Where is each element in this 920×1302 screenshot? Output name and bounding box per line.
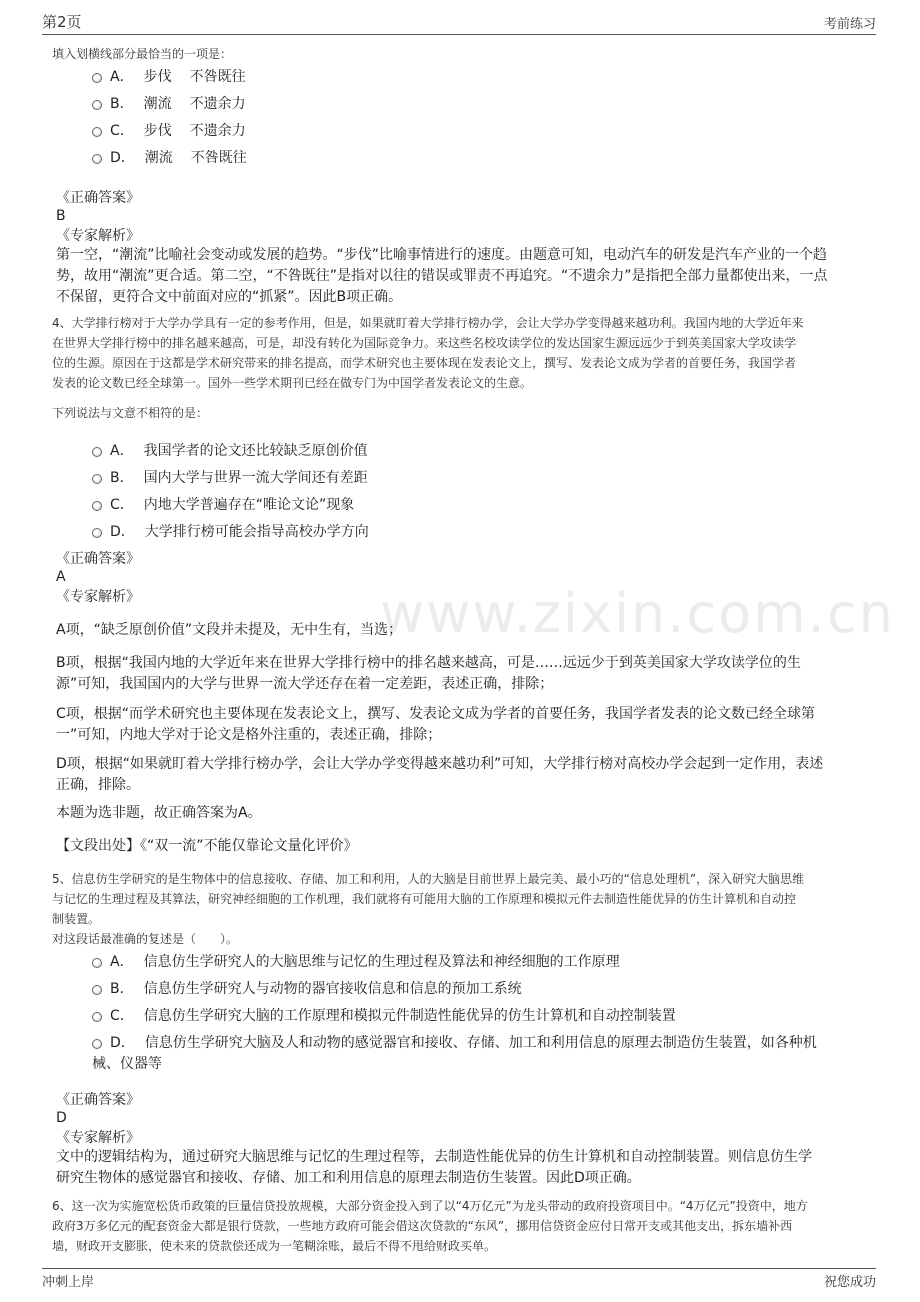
- q3-answer-label: 《正确答案》: [56, 190, 140, 206]
- radio-icon[interactable]: [92, 1012, 102, 1022]
- radio-icon[interactable]: [92, 73, 102, 83]
- q4-source: 【文段出处】《“双一流”不能仅靠论文量化评价》: [56, 838, 358, 854]
- q4-analysis-d: D项，根据“如果就盯着大学排行榜办学，会让大学办学变得越来越功利”可知，大学排行榜对高校办学会起到一定作用，表述 正确，排除。: [56, 756, 824, 793]
- q5-passage: 5、信息仿生学研究的是生物体中的信息接收、存储、加工和利用，人的大脑是目前世界上最完美、最小巧的“信息处理机”，深入研究大脑思维 与记忆的生理过程及其算法，研究神经细胞的工作机理，我们就将有可能用大脑的工作原理和模拟元件去制造性能优异的仿生计算机和自动控 制装置。 对这段话最准确的复述是（ ）。: [52, 872, 805, 946]
- header-title: 考前练习: [823, 17, 876, 32]
- radio-icon[interactable]: [92, 958, 102, 968]
- page-footer: [42, 1268, 876, 1293]
- q3-prompt: 填入划横线部分最恰当的一项是：: [52, 47, 233, 61]
- q3-option-d[interactable]: D． 潮流 不咎既往: [92, 147, 247, 167]
- radio-icon[interactable]: [92, 127, 102, 137]
- q5-analysis: 文中的逻辑结构为，通过研究大脑思维与记忆的生理过程等，去制造性能优异的仿生计算机和自动控制装置。则信息仿生学 研究生物体的感觉器官和接收、存储、加工和利用信息的原理去制造仿生装置。因此D项正确。: [56, 1149, 812, 1186]
- q4-analysis-a: A项，“缺乏原创价值”文段并未提及，无中生有，当选；: [56, 622, 403, 638]
- q5-option-d[interactable]: D． 信息仿生学研究大脑及人和动物的感觉器官和接收、存储、加工和利用信息的原理去制造仿生装置，如各种机: [92, 1032, 817, 1052]
- q4-conclusion: 本题为选非题，故正确答案为A。: [56, 805, 262, 821]
- radio-icon[interactable]: [92, 985, 102, 995]
- footer-right: 祝您成功: [823, 1275, 876, 1290]
- q4-answer-label: 《正确答案》: [56, 551, 140, 567]
- q5-option-d-continued: 械、仪器等: [92, 1056, 162, 1072]
- q5-answer-label: 《正确答案》: [56, 1092, 140, 1108]
- radio-icon[interactable]: [92, 447, 102, 457]
- radio-icon[interactable]: [92, 1039, 102, 1049]
- q4-answer: A: [56, 569, 66, 585]
- q6-passage: 6、这一次为实施宽松货币政策的巨量信贷投放规模，大部分资金投入到了以“4万亿元”为龙头带动的政府投资项目中。“4万亿元”投资中，地方 政府3万多亿元的配套资金大都是银行贷款，一些地方政府可能会借这次贷款的“东风”，挪用信贷资金应付日常开支或其他支出，拆东墙补西 墙，财政开支膨胀，使未来的贷款偿还成为一笔糊涂账，最后不得不甩给财政买单。: [52, 1199, 808, 1253]
- q4-prompt: 下列说法与文意不相符的是：: [52, 406, 209, 420]
- radio-icon[interactable]: [92, 100, 102, 110]
- q4-analysis-b: B项，根据“我国内地的大学近年来在世界大学排行榜中的排名越来越高，可是……远远少于到英美国家大学攻读学位的生 源”可知，我国国内的大学与世界一流大学还存在着一定差距，表述正确，排除；: [56, 655, 801, 692]
- q4-option-c[interactable]: C． 内地大学普遍存在“唯论文论”现象: [92, 494, 354, 514]
- q3-analysis: 第一空，“潮流”比喻社会变动或发展的趋势。“步伐”比喻事情进行的速度。由题意可知，电动汽车的研发是汽车产业的一个趋 势，故用“潮流”更合适。第二空，“不咎既往”是指对以往的错误或罪责不再追究。“不遗余力”是指把全部力量都使出来，一点 不保留，更符合文中前面对应的“抓紧”。因此B项正确。: [56, 247, 828, 305]
- radio-icon[interactable]: [92, 501, 102, 511]
- q4-passage: 4、大学排行榜对于大学办学具有一定的参考作用，但是，如果就盯着大学排行榜办学，会让大学办学变得越来越功利。我国内地的大学近年来 在世界大学排行榜中的排名越来越高，可是，却没有转化为国际竞争力。来这些名校攻读学位的发达国家生源远远少于到英美国家大学攻读学 位的生源。原因在于这都是学术研究带来的排名提高，而学术研究也主要体现在发表论文上，撰写、发表论文成为学者的首要任务，我国学者 发表的论文数已经全球第一。国外一些学术期刊已经在做专门为中国学者发表论文的生意。: [52, 316, 804, 390]
- q4-option-b[interactable]: B． 国内大学与世界一流大学间还有差距: [92, 467, 368, 487]
- q5-option-b[interactable]: B． 信息仿生学研究人与动物的器官接收信息和信息的预加工系统: [92, 978, 522, 998]
- page-header: [42, 10, 876, 35]
- q3-answer: B: [56, 208, 66, 224]
- watermark: www.zixin.com.cn: [380, 582, 895, 645]
- radio-icon[interactable]: [92, 154, 102, 164]
- q5-option-a[interactable]: A． 信息仿生学研究人的大脑思维与记忆的生理过程及算法和神经细胞的工作原理: [92, 951, 620, 971]
- radio-icon[interactable]: [92, 474, 102, 484]
- radio-icon[interactable]: [92, 528, 102, 538]
- page-number: 第2页: [42, 13, 82, 31]
- q3-analysis-label: 《专家解析》: [56, 228, 140, 244]
- q4-option-a[interactable]: A． 我国学者的论文还比较缺乏原创价值: [92, 440, 368, 460]
- q5-analysis-label: 《专家解析》: [56, 1130, 140, 1146]
- q3-option-a[interactable]: A． 步伐 不咎既往: [92, 66, 246, 86]
- q4-analysis-c: C项，根据“而学术研究也主要体现在发表论文上，撰写、发表论文成为学者的首要任务，我国学者发表的论文数已经全球第 一”可知，内地大学对于论文是格外注重的，表述正确，排除；: [56, 706, 816, 743]
- q3-option-b[interactable]: B． 潮流 不遗余力: [92, 93, 246, 113]
- q5-answer: D: [56, 1110, 67, 1126]
- q4-analysis-label: 《专家解析》: [56, 589, 140, 605]
- q3-option-c[interactable]: C． 步伐 不遗余力: [92, 120, 246, 140]
- footer-left: 冲刺上岸: [42, 1275, 95, 1290]
- q5-option-c[interactable]: C． 信息仿生学研究大脑的工作原理和模拟元件制造性能优异的仿生计算机和自动控制装置: [92, 1005, 676, 1025]
- q4-option-d[interactable]: D． 大学排行榜可能会指导高校办学方向: [92, 521, 369, 541]
